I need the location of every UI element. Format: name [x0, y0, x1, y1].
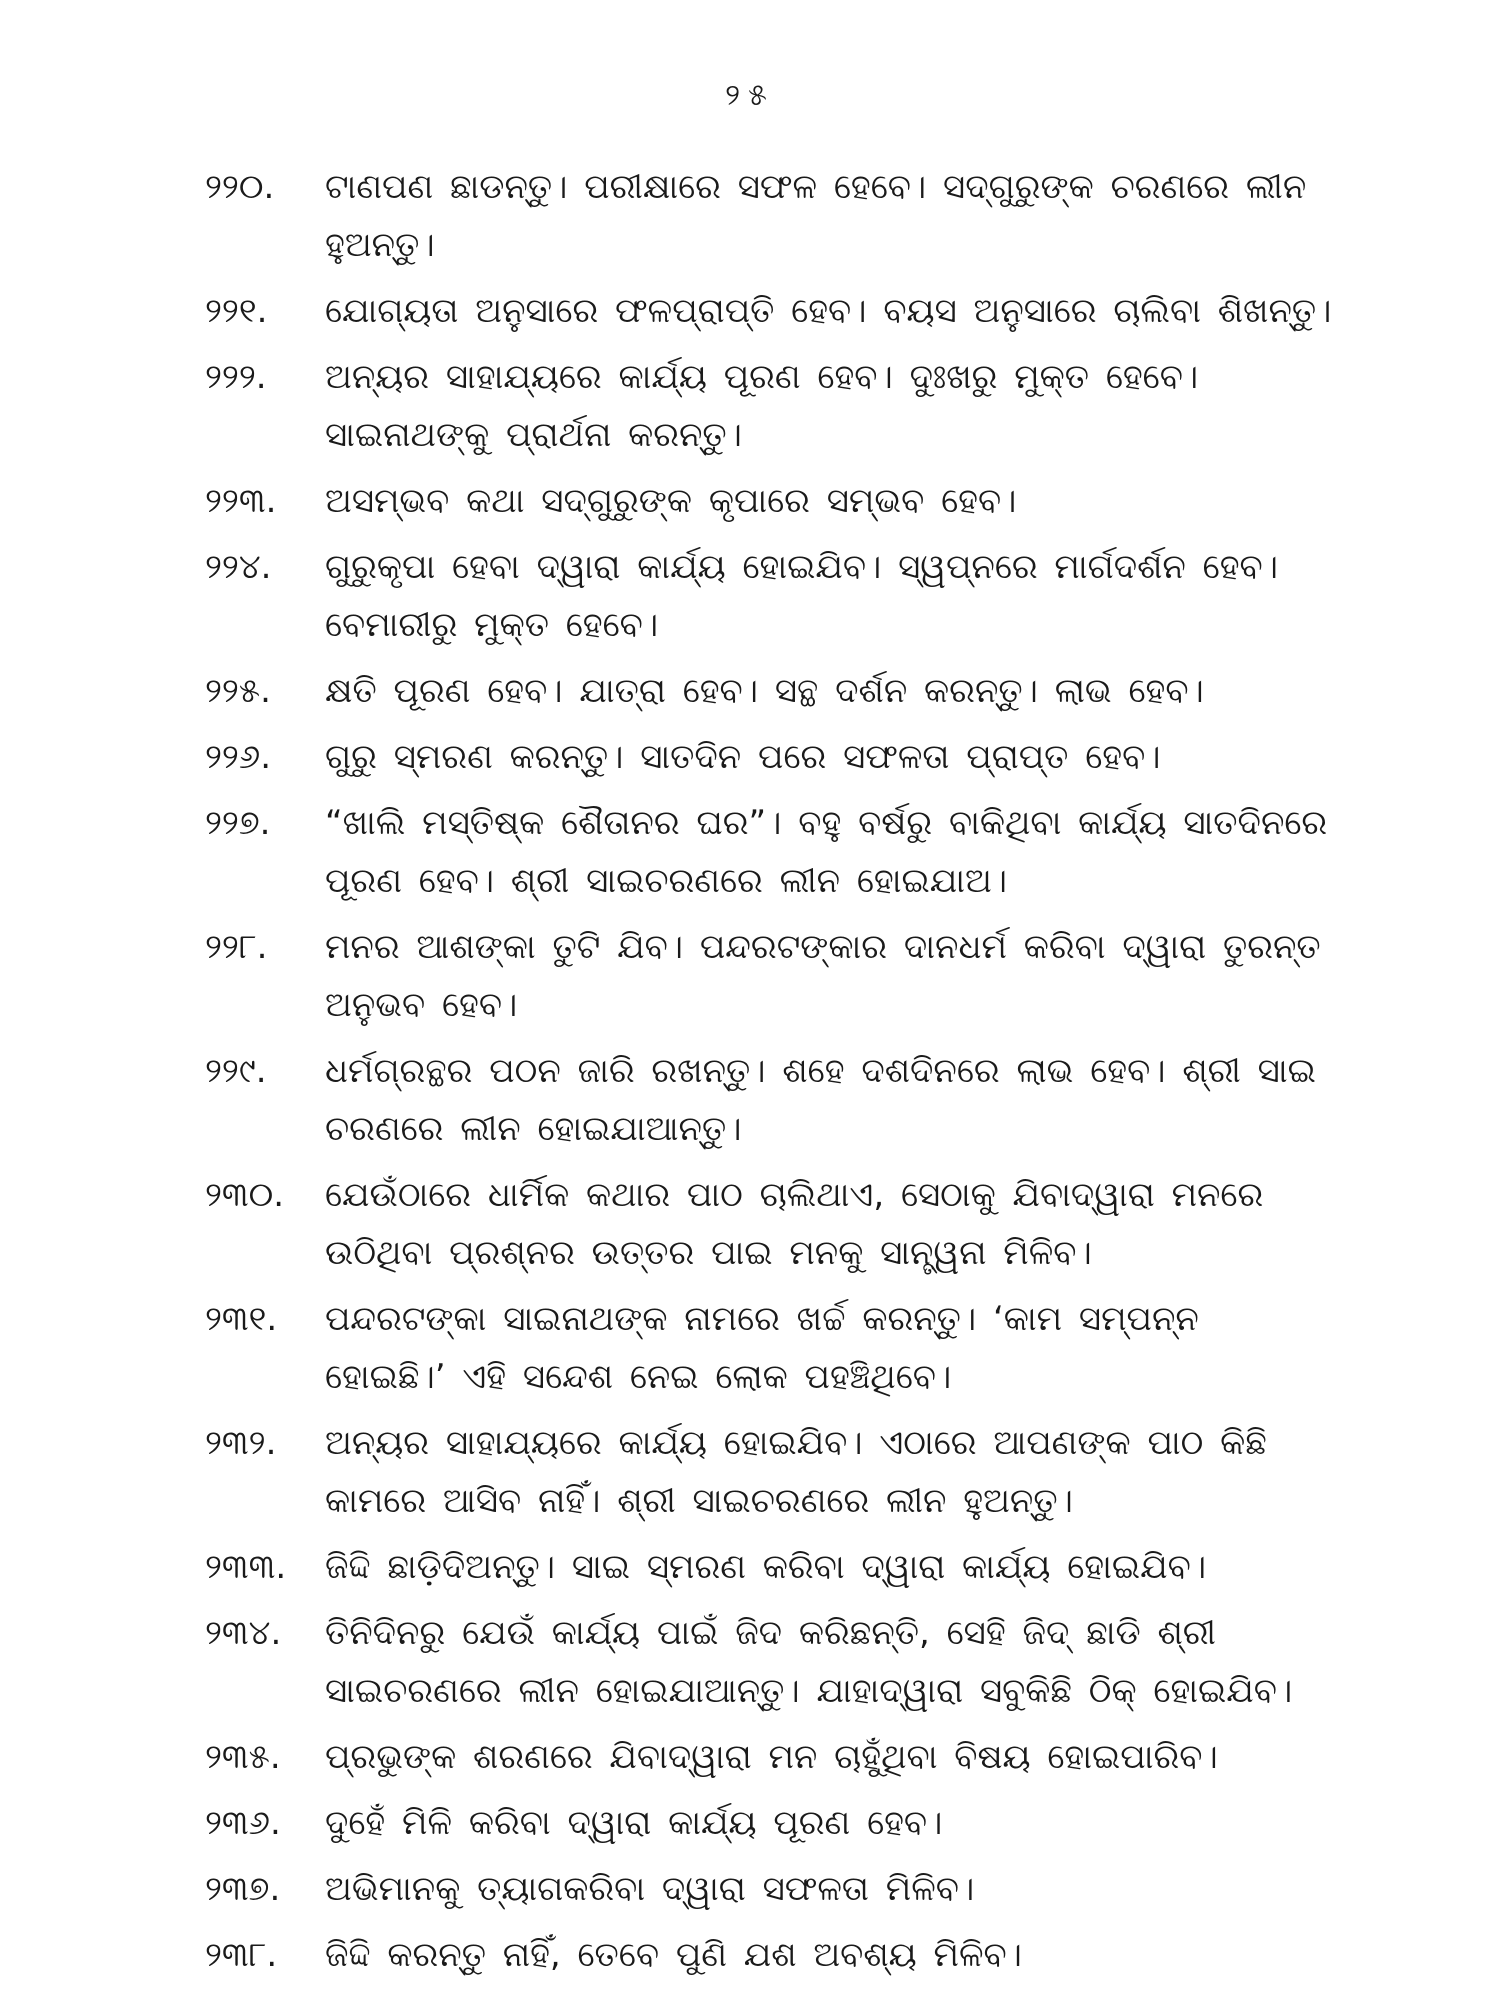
- list-item: [205, 1538, 1335, 1596]
- entry-text: ଟାଣପଣ ଛାଡନ୍ତୁ। ପରୀକ୍ଷାରେ ସଫଳ ହେବେ। ସଦ୍‌ଗୁରୁଙ୍କ ଚରଣରେ ଲୀନ ହୁଅନ୍ତୁ।: [325, 167, 1307, 265]
- entry-number: ୨୨୮.: [205, 927, 268, 967]
- entry-number: ୨୨୨.: [205, 357, 267, 397]
- list-item: [205, 1042, 1335, 1158]
- list-item: [205, 158, 1335, 274]
- list-item: [205, 1794, 1335, 1852]
- list-item: [205, 472, 1335, 530]
- entry-text: ଜିଦ୍ଦି ଛାଡ଼ିଦିଅନ୍ତୁ। ସାଇ ସ୍ମରଣ କରିବା ଦ୍ୱାରା କାର୍ଯ୍ୟ ହୋଇଯିବ।: [325, 1547, 1207, 1587]
- entry-list: [205, 158, 1335, 1992]
- entry-number: ୨୩୧.: [205, 1299, 278, 1339]
- entry-text: “ଖାଲି ମସ୍ତିଷ୍କ ଶୈତାନର ଘର”। ବହୁ ବର୍ଷରୁ ବାକିଥିବା କାର୍ଯ୍ୟ ସାତଦିନରେ ପୂରଣ ହେବ। ଶ୍ରୀ ସାଇଚରଣରେ ଲୀନ ହୋଇଯାଅ।: [325, 803, 1328, 901]
- entry-number: ୨୩୮.: [205, 1935, 278, 1975]
- list-item: [205, 794, 1335, 910]
- entry-number: ୨୩୬.: [205, 1803, 281, 1843]
- entry-text: କ୍ଷତି ପୂରଣ ହେବ। ଯାତ୍ରା ହେବ। ସନ୍ଥ ଦର୍ଶନ କରନ୍ତୁ। ଲାଭ ହେବ।: [325, 671, 1204, 711]
- list-item: [205, 918, 1335, 1034]
- list-item: [205, 1166, 1335, 1282]
- list-item: [205, 1604, 1335, 1720]
- entry-number: ୨୩୩.: [205, 1547, 287, 1587]
- entry-text: ପନ୍ଦରଟଙ୍କା ସାଇନାଥଙ୍କ ନାମରେ ଖର୍ଚ୍ଚ କରନ୍ତୁ। ‘କାମ ସମ୍ପନ୍ନ ହୋଇଛି।’ ଏହି ସନ୍ଦେଶ ନେଇ ଲୋକ ପହଞ୍ଚିଥିବେ।: [325, 1299, 1199, 1397]
- entry-number: ୨୨୭.: [205, 803, 271, 843]
- list-item: [205, 1414, 1335, 1530]
- entry-text: ଧର୍ମଗ୍ରନ୍ଥର ପଠନ ଜାରି ରଖନ୍ତୁ। ଶହେ ଦଶଦିନରେ ଲାଭ ହେବ। ଶ୍ରୀ ସାଇ ଚରଣରେ ଲୀନ ହୋଇଯାଆନ୍ତୁ।: [325, 1051, 1316, 1149]
- entry-number: ୨୩୫.: [205, 1737, 281, 1777]
- entry-text: ଅନ୍ୟର ସାହାଯ୍ୟରେ କାର୍ଯ୍ୟ ପୂରଣ ହେବ। ଦୁଃଖରୁ ମୁକ୍ତ ହେବେ। ସାଇନାଥଙ୍କୁ ପ୍ରାର୍ଥନା କରନ୍ତୁ।: [325, 357, 1199, 455]
- page-number: ୨୫: [725, 78, 775, 113]
- entry-text: ଜିଦ୍ଦି କରନ୍ତୁ ନାହିଁ, ତେବେ ପୁଣି ଯଶ ଅବଶ୍ୟ ମିଳିବ।: [325, 1935, 1022, 1975]
- entry-number: ୨୨୬.: [205, 737, 272, 777]
- entry-text: ଗୁରୁ ସ୍ମରଣ କରନ୍ତୁ। ସାତଦିନ ପରେ ସଫଳତା ପ୍ରାପ୍ତ ହେବ।: [325, 737, 1161, 777]
- list-item: [205, 662, 1335, 720]
- entry-number: ୨୨୦.: [205, 167, 275, 207]
- list-item: [205, 1290, 1335, 1406]
- list-item: [205, 1728, 1335, 1786]
- list-item: [205, 538, 1335, 654]
- entry-number: ୨୨୪.: [205, 547, 272, 587]
- entry-number: ୨୩୪.: [205, 1613, 282, 1653]
- list-item: [205, 728, 1335, 786]
- entry-number: ୨୨୧.: [205, 291, 268, 331]
- entry-text: ଦୁହେଁ ମିଳି କରିବା ଦ୍ୱାରା କାର୍ଯ୍ୟ ପୂରଣ ହେବ।: [325, 1803, 943, 1843]
- entry-text: ଅଭିମାନକୁ ତ୍ୟାଗକରିବା ଦ୍ୱାରା ସଫଳତା ମିଳିବ।: [325, 1869, 975, 1909]
- entry-number: ୨୩୦.: [205, 1175, 285, 1215]
- entry-text: ତିନିଦିନରୁ ଯେଉଁ କାର୍ଯ୍ୟ ପାଇଁ ଜିଦ କରିଛନ୍ତି, ସେହି ଜିଦ୍ ଛାଡି ଶ୍ରୀ ସାଇଚରଣରେ ଲୀନ ହୋଇଯାଆନ୍ତୁ। ଯାହାଦ୍ୱାରା ସବୁକିଛି ଠିକ୍ ହୋଇଯିବ।: [325, 1613, 1293, 1711]
- list-item: [205, 348, 1335, 464]
- entry-number: ୨୩୨.: [205, 1423, 277, 1463]
- entry-number: ୨୨୫.: [205, 671, 271, 711]
- entry-text: ଗୁରୁକୃପା ହେବା ଦ୍ୱାରା କାର୍ଯ୍ୟ ହୋଇଯିବ। ସ୍ୱପ୍ନରେ ମାର୍ଗଦର୍ଶନ ହେବ। ବେମାରୀରୁ ମୁକ୍ତ ହେବେ।: [325, 547, 1278, 645]
- entry-text: ଅନ୍ୟର ସାହାଯ୍ୟରେ କାର୍ଯ୍ୟ ହୋଇଯିବ। ଏଠାରେ ଆପଣଙ୍କ ପାଠ କିଛି କାମରେ ଆସିବ ନାହିଁ। ଶ୍ରୀ ସାଇଚରଣରେ ଲୀନ ହୁଅନ୍ତୁ।: [325, 1423, 1267, 1521]
- entry-text: ମନର ଆଶଙ୍କା ତୁଟି ଯିବ। ପନ୍ଦରଟଙ୍କାର ଦାନଧର୍ମ କରିବା ଦ୍ୱାରା ତୁରନ୍ତ ଅନୁଭବ ହେବ।: [325, 927, 1321, 1025]
- entry-text: ଯୋଗ୍ୟତା ଅନୁସାରେ ଫଳପ୍ରାପ୍ତି ହେବ। ବୟସ ଅନୁସାରେ ଚାଲିବା ଶିଖନ୍ତୁ।: [325, 291, 1332, 331]
- list-item: [205, 1860, 1335, 1918]
- entry-number: ୨୨୩.: [205, 481, 277, 521]
- entry-text: ଯେଉଁଠାରେ ଧାର୍ମିକ କଥାର ପାଠ ଚାଲିଥାଏ, ସେଠାକୁ ଯିବାଦ୍ୱାରା ମନରେ ଉଠିଥିବା ପ୍ରଶ୍ନର ଉତ୍ତର ପାଇ ମନକୁ ସାନ୍ତ୍ୱନା ମିଳିବ।: [325, 1175, 1264, 1273]
- entry-number: ୨୨୯.: [205, 1051, 267, 1091]
- entry-text: ପ୍ରଭୁଙ୍କ ଶରଣରେ ଯିବାଦ୍ୱାରା ମନ ଚାହୁଁଥିବା ବିଷୟ ହୋଇପାରିବ।: [325, 1737, 1218, 1777]
- list-item: [205, 1926, 1335, 1984]
- entry-text: ଅସମ୍ଭବ କଥା ସଦ୍‌ଗୁରୁଙ୍କ କୃପାରେ ସମ୍ଭବ ହେବ।: [325, 481, 1017, 521]
- list-item: [205, 282, 1335, 340]
- entry-number: ୨୩୭.: [205, 1869, 281, 1909]
